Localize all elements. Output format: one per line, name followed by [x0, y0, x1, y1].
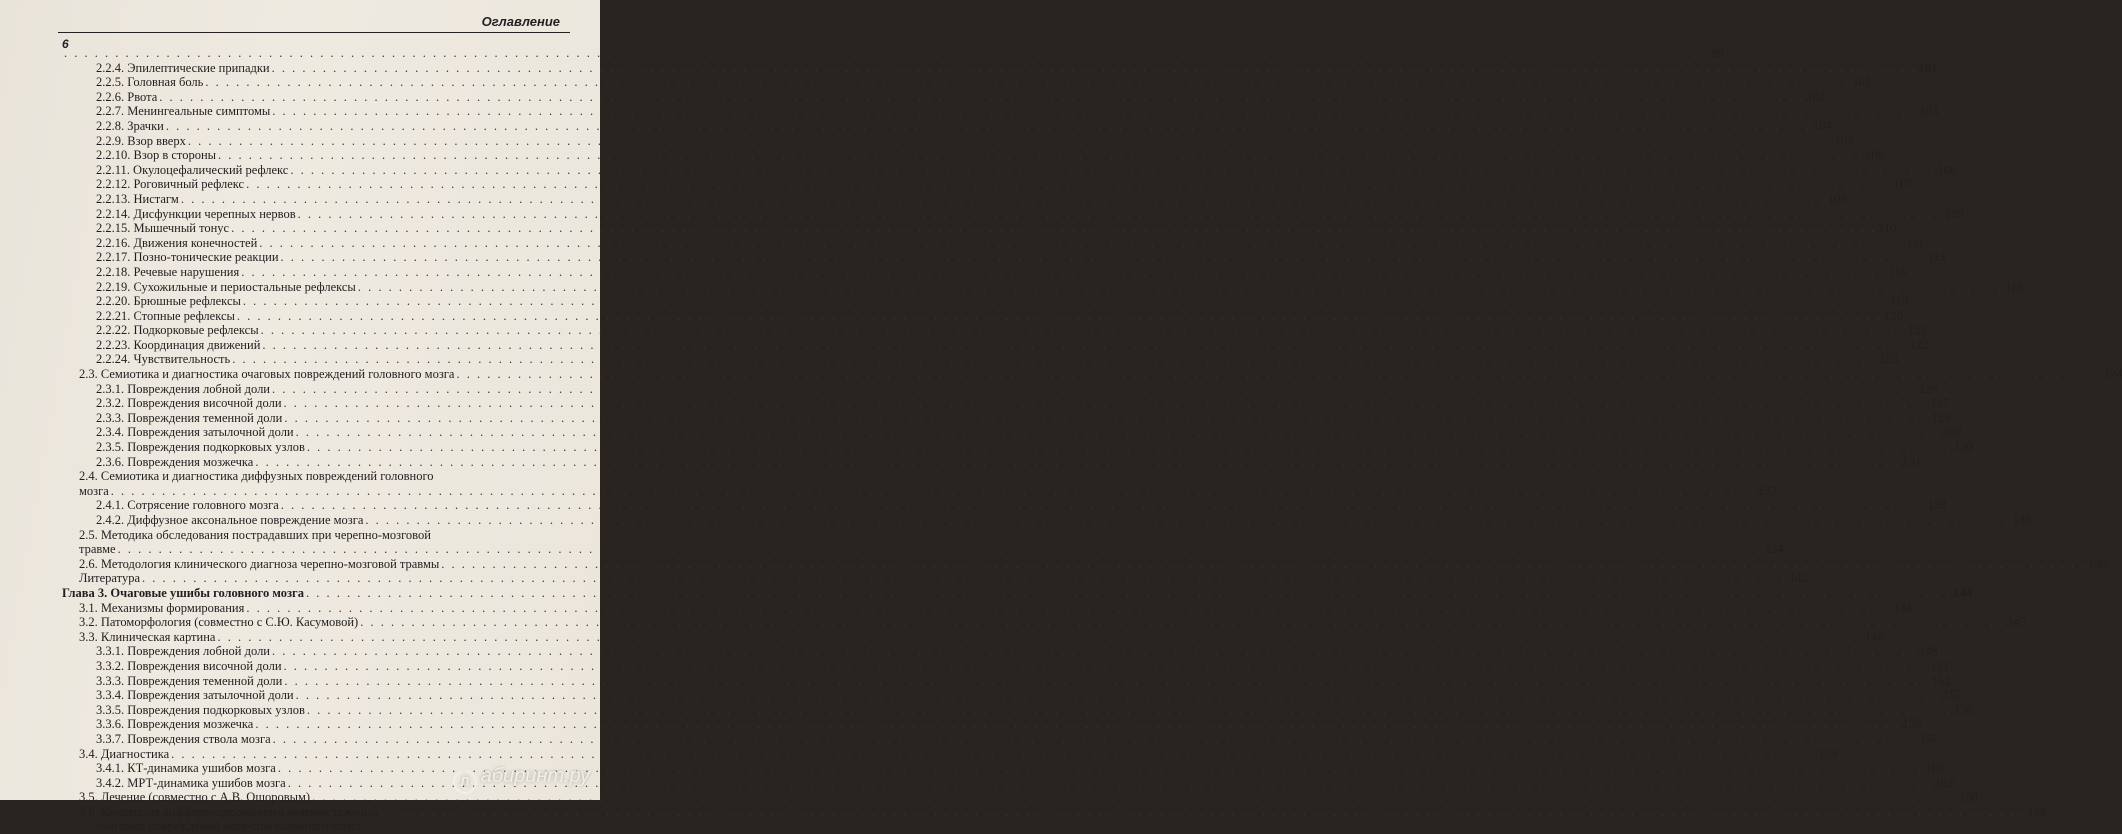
toc-entry — [62, 118, 1832, 134]
toc-entry — [62, 571, 1808, 586]
toc-entry-page: 156 — [1953, 702, 1973, 717]
toc-entry-page: 106 — [1937, 162, 1957, 177]
toc-entry-page: 130 — [1942, 425, 1962, 440]
toc-entry — [62, 804, 2047, 820]
toc-entry-page: 111 — [1906, 235, 1925, 250]
running-head: Оглавление — [481, 14, 560, 29]
toc-entry-title: 2.2.10. Взор в стороны — [96, 148, 217, 163]
toc-entry-page: 108 — [1827, 191, 1847, 206]
toc-entry-title: 2.2.19. Сухожильные и периостальные рефлексы — [96, 279, 356, 294]
leader-dots — [64, 46, 1709, 61]
toc-entry-title: Глава 3. Очаговые ушибы головного мозга — [62, 585, 304, 600]
toc-entry-title: 2.3.4. Повреждения затылочной доли — [96, 425, 294, 440]
toc-entry-title: 2.2.8. Зрачки — [96, 118, 164, 133]
toc-entry-page: 168 — [1959, 790, 1978, 805]
toc-entry — [62, 498, 1947, 513]
toc-entry — [62, 513, 2032, 528]
leader-dots — [307, 703, 1952, 718]
toc-entry-continuation: очаговых повреждений вещества головного мозга — [96, 819, 362, 834]
leader-dots — [281, 498, 1926, 513]
toc-entry-title: 2.6. Методология клинического диагноза черепно-мозговой травмы — [79, 556, 440, 571]
toc-entry-page: 168 — [2027, 804, 2047, 819]
toc-entry-title: 2.2.15. Мышечный тонус — [96, 221, 230, 236]
leader-dots — [296, 688, 1941, 703]
leader-dots — [272, 61, 1917, 76]
leader-dots — [365, 513, 2010, 528]
leader-dots — [261, 323, 1906, 338]
toc-entry-page: 118 — [2004, 279, 2024, 294]
toc-entry — [62, 702, 1973, 718]
toc-entry — [62, 191, 1847, 207]
leader-dots — [246, 601, 1891, 616]
leader-dots — [441, 557, 2086, 572]
toc-entry — [62, 60, 1938, 76]
leader-dots — [380, 805, 2025, 820]
toc-entry-page: 152 — [1931, 673, 1951, 688]
toc-entry — [62, 731, 1939, 747]
toc-entry-page: 144 — [1893, 600, 1913, 615]
leader-dots — [284, 674, 1929, 689]
leader-dots — [231, 221, 1876, 236]
toc-entry-page: 109 — [1944, 206, 1964, 221]
toc-entry-page: 119 — [1890, 294, 1909, 309]
leader-dots — [255, 455, 1900, 470]
toc-entry — [62, 644, 1938, 659]
toc-entry-page: 151 — [1930, 658, 1950, 673]
toc-entry-page: 124 — [2103, 367, 2122, 382]
toc-entry — [62, 440, 1973, 455]
toc-entry-title: 2.2.12. Роговичный рефлекс — [96, 177, 245, 192]
toc-entry-title: травме — [79, 542, 116, 557]
toc-entry — [62, 75, 1872, 90]
toc-entry-page: 104 — [1812, 118, 1832, 133]
toc-entry-page: 120 — [1884, 308, 1903, 323]
toc-entry-title: мозга — [79, 483, 109, 498]
toc-entry-title: 3.4.1. КТ-динамика ушибов мозга — [96, 761, 276, 776]
toc-entry-page: 163 — [1934, 775, 1954, 790]
toc-entry — [62, 673, 1951, 689]
toc-entry-page: 160 — [1924, 761, 1944, 776]
toc-entry — [62, 717, 1922, 732]
toc-entry — [62, 556, 2108, 572]
toc-entry — [62, 410, 1951, 426]
toc-entry-title: 2.2.9. Взор вверх — [96, 133, 186, 148]
leader-dots — [243, 294, 1888, 309]
toc-entry-title: 2.2.4. Эпилептические припадки — [96, 60, 270, 75]
leader-dots — [262, 338, 1907, 353]
toc-entry-title: 3.3.4. Повреждения затылочной доли — [96, 688, 294, 703]
toc-entry — [62, 688, 1962, 703]
toc-entry — [62, 148, 1884, 163]
leader-dots — [218, 148, 1863, 163]
toc-entry-page: 156 — [1902, 717, 1922, 732]
leader-dots — [171, 747, 1816, 762]
toc-entry-title: 2.4.2. Диффузное аксональное повреждение мозга — [96, 513, 364, 527]
leader-dots — [358, 280, 2003, 295]
toc-entry-page: 123 — [1879, 352, 1899, 367]
toc-entry-title: 3.1. Механизмы формирования — [79, 600, 245, 615]
toc-entry-title: 3.6. Концепция дифференцированного лечения тяжелых — [79, 804, 379, 819]
toc-entry-title: 2.2.14. Дисфункции черепных нервов — [96, 206, 296, 221]
toc-entry-title: 3.3.1. Повреждения лобной доли — [96, 644, 270, 659]
toc-entry-title: 2.5. Методика обследования пострадавших при черепно-мозговой — [79, 527, 431, 542]
labirint-logo-icon: Л — [453, 770, 477, 794]
toc-entry-title: 2.3.1. Повреждения лобной доли — [96, 381, 270, 396]
toc-entry-title: 2.2.18. Речевые нарушения — [96, 264, 240, 279]
leader-dots — [255, 717, 1900, 732]
toc-entry — [62, 381, 1938, 397]
toc-entry-title: 2.2.5. Головная боль — [96, 75, 204, 90]
toc-entry — [62, 352, 1899, 367]
toc-entry-page: 159 — [1818, 746, 1838, 761]
page-number: 6 — [62, 37, 69, 51]
toc-entry-page: 102 — [1806, 89, 1826, 104]
watermark — [453, 765, 590, 794]
toc-entry-title: 3.3.3. Повреждения теменной доли — [96, 673, 283, 688]
toc-entry-title: 3.3.5. Повреждения подкорковых узлов — [96, 702, 305, 717]
leader-dots — [272, 104, 1917, 119]
toc-entry-page: 106 — [1865, 148, 1884, 163]
toc-entry — [62, 308, 1903, 324]
leader-dots — [217, 630, 1862, 645]
toc-entry — [62, 162, 1957, 178]
toc-entry — [62, 177, 1912, 192]
toc-entry-page: 122 — [1909, 337, 1929, 352]
leader-dots — [142, 571, 1787, 586]
toc-entry-title: 2.2.21. Стопные рефлексы — [96, 308, 235, 323]
toc-entry-title: 2.2.13. Нистагм — [96, 191, 179, 206]
leader-dots — [273, 732, 1918, 747]
leader-dots — [284, 396, 1929, 411]
toc-entry-page: 99 — [1711, 46, 1724, 60]
toc-entry-page: 101 — [1918, 60, 1938, 75]
toc-entry-title: 2.2.11. Окулоцефалический рефлекс — [96, 162, 289, 177]
toc-entry-page: 129 — [1931, 410, 1951, 425]
toc-entry-title: 2.2.17. Позно-тонические реакции — [96, 250, 279, 265]
leader-dots — [284, 659, 1929, 674]
leader-dots — [259, 236, 1904, 251]
toc-entry-page: 133 — [2012, 513, 2032, 527]
toc-entry-page: 127 — [1930, 396, 1950, 411]
toc-entry — [62, 425, 1962, 440]
toc-entry — [62, 279, 2024, 295]
toc-entry — [62, 746, 1838, 762]
leader-dots — [118, 542, 1763, 557]
toc-entry-title: 2.3.2. Повреждения височной доли — [96, 396, 282, 411]
leader-dots — [298, 207, 1943, 222]
toc-entry — [62, 600, 1913, 616]
toc-entry-page: 131 — [1902, 454, 1922, 469]
toc-entry — [62, 454, 1922, 470]
leader-dots — [360, 615, 2005, 630]
toc-entry — [62, 629, 1884, 645]
toc-entry — [62, 396, 1950, 411]
toc-entry-title: 3.4.2. МРТ-динамика ушибов мозга — [96, 775, 286, 790]
toc-entry — [62, 294, 1909, 309]
toc-entry-title: 3.5. Лечение (совместно с А.В. Ошоровым) — [79, 790, 311, 805]
toc-entry-title: 2.2.24. Чувствительность — [96, 352, 231, 367]
toc-entry-title: 2.2.20. Брюшные рефлексы — [96, 294, 241, 309]
toc-entry-title: 2.3.5. Повреждения подкорковых узлов — [96, 440, 305, 455]
toc-entry-title: 3.3.7. Повреждения ствола мозга — [96, 731, 271, 746]
leader-dots — [290, 163, 1935, 178]
toc-entry-title: 3.3.2. Повреждения височной доли — [96, 658, 282, 673]
toc-entry-page: 110 — [1878, 221, 1897, 236]
toc-entry — [62, 104, 1939, 119]
toc-entry-title: 2.2.7. Менингеальные симптомы — [96, 104, 271, 119]
leader-dots — [307, 440, 1952, 455]
toc-entry-page: 155 — [1942, 688, 1962, 703]
toc-entry-title: 2.2.16. Движения конечностей — [96, 235, 258, 250]
leader-dots — [306, 586, 1951, 601]
toc-entry-title: Литература — [79, 571, 140, 586]
toc-entry-page: 107 — [1893, 177, 1912, 192]
leader-dots — [159, 90, 1804, 105]
toc-entry-page: 132 — [1757, 483, 1777, 498]
toc-entry-page: 130 — [1953, 440, 1973, 455]
toc-entry-page: 105 — [1834, 133, 1854, 148]
toc-entry — [62, 323, 1927, 338]
toc-entry — [62, 585, 1972, 601]
toc-entry-title: 3.4. Диагностика — [79, 746, 170, 761]
toc-entry — [62, 206, 1964, 222]
toc-entry — [62, 221, 1897, 236]
toc-entry-title: 3.3.6. Повреждения мозжечка — [96, 717, 254, 732]
toc-entry — [62, 615, 2027, 630]
leader-dots — [205, 75, 1850, 90]
toc-section-b — [62, 498, 2032, 527]
watermark-text: абиринт.ру — [480, 765, 590, 787]
toc-entry-title: 2.4. Семиотика и диагностика диффузных повреждений головного — [79, 469, 434, 484]
toc-entry-wrapped — [62, 469, 1777, 498]
leader-dots — [284, 411, 1929, 426]
leader-dots — [246, 177, 1891, 192]
toc-entry — [62, 250, 1946, 265]
toc-entry-page: 101 — [1852, 75, 1872, 90]
leader-dots — [281, 250, 1926, 265]
toc-entry-page: 148 — [1864, 629, 1884, 644]
toc-entry-title: 2.4.1. Сотрясение головного мозга — [96, 498, 279, 513]
leader-dots — [111, 484, 1756, 499]
toc-entry-page: 121 — [1907, 323, 1927, 338]
header-rule — [58, 32, 570, 33]
toc-entry-page: 126 — [1919, 381, 1938, 396]
toc-entry-page: 144 — [1953, 585, 1972, 600]
toc-entry-title: 2.3.3. Повреждения теменной доли — [96, 410, 283, 425]
toc-entry-page: 115 — [1888, 264, 1907, 279]
toc-entry-page: 113 — [1927, 250, 1946, 265]
leader-dots — [237, 309, 1882, 324]
toc-entry-title: 2.3.6. Повреждения мозжечка — [96, 454, 254, 469]
table-of-contents — [62, 46, 2122, 834]
toc-entry-page: 134 — [1764, 542, 1784, 557]
toc-entry-title: 2.2.23. Координация движений — [96, 337, 261, 352]
toc-entry — [62, 46, 1724, 61]
toc-entry — [62, 264, 1907, 280]
toc-entry-wrapped — [62, 527, 1784, 557]
toc-entry — [62, 235, 1925, 251]
toc-entry-page: 133 — [1927, 498, 1947, 513]
leader-dots — [296, 425, 1941, 440]
toc-entry-page: 148 — [1919, 644, 1938, 659]
toc-entry — [62, 337, 1929, 353]
leader-dots — [166, 119, 1811, 134]
toc-entry-page: 103 — [1919, 104, 1939, 119]
leader-dots — [272, 644, 1917, 659]
toc-entry-title: 3.2. Патоморфология (совместно с С.Ю. Касумовой) — [79, 615, 359, 630]
toc-entry-page: 145 — [2007, 615, 2027, 630]
toc-entry-page: 142 — [1789, 571, 1808, 586]
toc-section-a — [62, 46, 2122, 469]
leader-dots — [456, 367, 2101, 382]
toc-entry-page: 140 — [2088, 556, 2108, 571]
toc-entry-title: 2.3. Семиотика и диагностика очаговых повреждений головного мозга — [79, 367, 455, 382]
toc-entry — [62, 89, 1826, 105]
toc-entry-title: 2.2.22. Подкорковые рефлексы — [96, 323, 259, 338]
leader-dots — [272, 382, 1917, 397]
toc-entry — [62, 367, 2122, 382]
toc-entry — [62, 658, 1950, 674]
leader-dots — [181, 192, 1826, 207]
toc-entry-title: 2.2.6. Рвота — [96, 89, 158, 104]
leader-dots — [232, 352, 1877, 367]
leader-dots — [188, 134, 1833, 149]
leader-dots — [241, 265, 1886, 280]
toc-entry — [62, 133, 1854, 149]
toc-entry-title: 3.3. Клиническая картина — [79, 629, 216, 644]
toc-entry-page: 157 — [1919, 731, 1939, 746]
